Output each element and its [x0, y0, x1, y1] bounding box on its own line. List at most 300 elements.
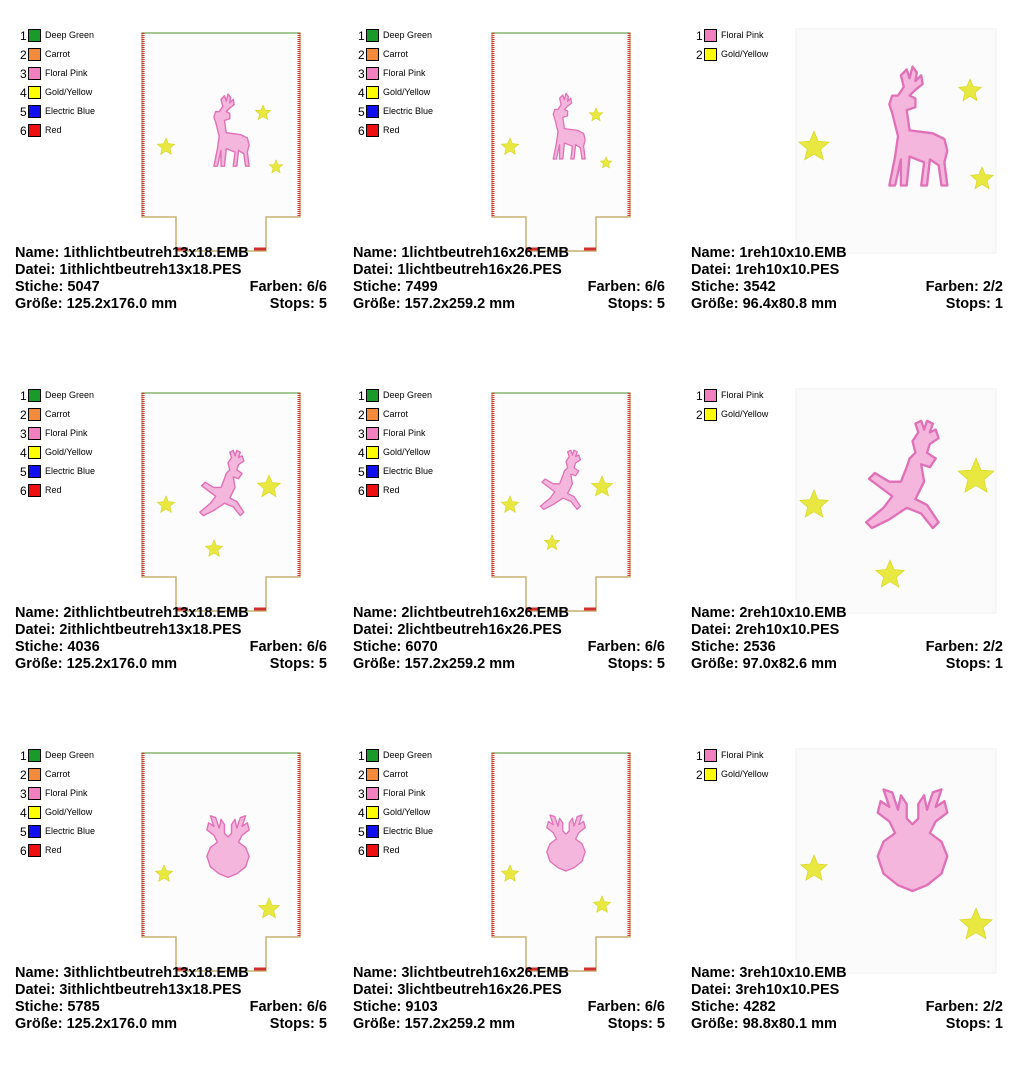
thread-color-item [20, 26, 95, 45]
stops-label: Stops: [269, 1016, 315, 1032]
thread-color-item [20, 64, 95, 83]
color-count: 2/2 [982, 639, 1003, 655]
size-label: Größe: [691, 296, 739, 312]
thread-name: Red [45, 125, 62, 135]
thread-swatch [704, 48, 717, 61]
design-size: 157.2x259.2 mm [404, 296, 516, 312]
thread-number: 5 [20, 104, 27, 119]
info-line [15, 296, 327, 313]
thread-name: Red [45, 845, 62, 855]
thread-number: 6 [20, 123, 27, 138]
thread-swatch [366, 67, 379, 80]
thread-number: 4 [20, 85, 27, 100]
thread-swatch [366, 825, 379, 838]
thread-color-item [358, 765, 433, 784]
color-count: 6/6 [306, 639, 327, 655]
info-right [946, 656, 1003, 673]
stop-count: 5 [656, 296, 665, 312]
info-line [15, 605, 327, 622]
name-label: Name: [353, 605, 398, 621]
thread-number: 3 [358, 426, 365, 441]
info-line [353, 296, 665, 313]
info-line [15, 1016, 327, 1033]
thread-number: 6 [358, 843, 365, 858]
info-right [250, 279, 327, 296]
file-name: 2reh10x10.PES [735, 622, 840, 638]
info-line [15, 656, 327, 673]
thread-name: Floral Pink [45, 788, 88, 798]
thread-name: Floral Pink [45, 68, 88, 78]
thread-swatch [704, 408, 717, 421]
embroidery-preview [486, 25, 636, 257]
colors-label: Farben: [249, 999, 303, 1015]
thread-swatch [366, 844, 379, 857]
thread-name: Floral Pink [383, 428, 426, 438]
stitch-count: 2536 [743, 639, 776, 655]
design-size: 125.2x176.0 mm [66, 1016, 178, 1032]
stop-count: 5 [656, 656, 665, 672]
design-info [15, 245, 327, 313]
design-card [676, 0, 1014, 360]
design-name: 1ithlichtbeutreh13x18.EMB [63, 245, 249, 261]
design-info [353, 245, 665, 313]
size-label: Größe: [15, 1016, 63, 1032]
stitches-label: Stiche: [15, 639, 64, 655]
thread-swatch [366, 105, 379, 118]
thread-name: Gold/Yellow [383, 807, 431, 817]
stitch-count: 7499 [405, 279, 438, 295]
name-label: Name: [691, 245, 736, 261]
thread-color-list [358, 386, 433, 500]
file-name: 3lichtbeutreh16x26.PES [397, 982, 562, 998]
info-line [691, 605, 1003, 622]
stop-count: 5 [656, 1016, 665, 1032]
thread-color-item [358, 386, 433, 405]
thread-swatch [366, 124, 379, 137]
thread-color-item [696, 386, 768, 405]
thread-color-item [20, 822, 95, 841]
stitches-label: Stiche: [353, 639, 402, 655]
thread-color-list [20, 746, 95, 860]
thread-swatch [28, 806, 41, 819]
thread-swatch [366, 408, 379, 421]
info-line [691, 296, 1003, 313]
thread-number: 2 [358, 407, 365, 422]
thread-number: 3 [20, 426, 27, 441]
colors-label: Farben: [925, 279, 979, 295]
thread-swatch [28, 749, 41, 762]
info-line [353, 262, 665, 279]
design-name: 1lichtbeutreh16x26.EMB [401, 245, 569, 261]
color-count: 2/2 [982, 279, 1003, 295]
thread-color-list [358, 26, 433, 140]
info-line [691, 245, 1003, 262]
thread-swatch [366, 427, 379, 440]
thread-name: Electric Blue [383, 826, 434, 836]
colors-label: Farben: [249, 279, 303, 295]
thread-color-item [358, 746, 433, 765]
thread-color-item [20, 803, 95, 822]
thread-number: 2 [696, 407, 703, 422]
thread-number: 3 [358, 786, 365, 801]
thread-color-list [358, 746, 433, 860]
thread-name: Electric Blue [45, 466, 96, 476]
info-right [608, 1016, 665, 1033]
thread-number: 1 [20, 388, 27, 403]
info-right [270, 1016, 327, 1033]
thread-number: 2 [696, 767, 703, 782]
file-label: Datei: [691, 262, 732, 278]
design-info [691, 965, 1003, 1033]
thread-color-item [358, 481, 433, 500]
info-line [15, 245, 327, 262]
info-line [691, 1016, 1003, 1033]
design-size: 97.0x82.6 mm [742, 656, 837, 672]
stop-count: 5 [318, 656, 327, 672]
thread-name: Red [383, 845, 400, 855]
info-right [608, 656, 665, 673]
thread-name: Gold/Yellow [45, 87, 93, 97]
design-name: 2lichtbeutreh16x26.EMB [401, 605, 569, 621]
thread-swatch [28, 408, 41, 421]
thread-color-item [20, 784, 95, 803]
design-name: 3ithlichtbeutreh13x18.EMB [63, 965, 249, 981]
design-size: 125.2x176.0 mm [66, 296, 178, 312]
thread-name: Floral Pink [45, 428, 88, 438]
color-count: 2/2 [982, 999, 1003, 1015]
thread-color-item [358, 462, 433, 481]
thread-number: 3 [20, 66, 27, 81]
info-right [270, 656, 327, 673]
file-name: 3ithlichtbeutreh13x18.PES [59, 982, 242, 998]
stops-label: Stops: [269, 296, 315, 312]
thread-swatch [28, 825, 41, 838]
thread-name: Gold/Yellow [45, 807, 93, 817]
file-label: Datei: [353, 622, 394, 638]
thread-swatch [366, 484, 379, 497]
stop-count: 1 [994, 1016, 1003, 1032]
stitches-label: Stiche: [691, 639, 740, 655]
size-label: Größe: [15, 296, 63, 312]
file-label: Datei: [15, 262, 56, 278]
thread-color-item [20, 405, 95, 424]
stitch-count: 5785 [67, 999, 100, 1015]
thread-swatch [28, 48, 41, 61]
thread-name: Carrot [383, 769, 409, 779]
thread-swatch [366, 787, 379, 800]
name-label: Name: [691, 605, 736, 621]
file-label: Datei: [15, 622, 56, 638]
colors-label: Farben: [587, 279, 641, 295]
info-line [353, 999, 665, 1016]
thread-color-item [20, 443, 95, 462]
info-line [691, 262, 1003, 279]
info-line [15, 262, 327, 279]
embroidery-preview [486, 385, 636, 617]
file-label: Datei: [691, 982, 732, 998]
thread-color-item [20, 102, 95, 121]
design-info [691, 605, 1003, 673]
stops-label: Stops: [607, 296, 653, 312]
thread-color-item [358, 405, 433, 424]
thread-name: Floral Pink [383, 788, 426, 798]
stitch-count: 5047 [67, 279, 100, 295]
stitches-label: Stiche: [353, 279, 402, 295]
embroidery-preview [790, 385, 1002, 617]
thread-color-item [20, 386, 95, 405]
info-right [588, 639, 665, 656]
info-right [588, 999, 665, 1016]
info-line [353, 622, 665, 639]
thread-color-item [20, 841, 95, 860]
thread-color-item [20, 424, 95, 443]
file-label: Datei: [15, 982, 56, 998]
stops-label: Stops: [945, 296, 991, 312]
stitch-count: 3542 [743, 279, 776, 295]
design-name: 1reh10x10.EMB [739, 245, 847, 261]
thread-number: 3 [20, 786, 27, 801]
design-card [338, 0, 676, 360]
name-label: Name: [15, 605, 60, 621]
thread-name: Floral Pink [721, 30, 764, 40]
thread-swatch [366, 446, 379, 459]
thread-swatch [28, 427, 41, 440]
info-right [588, 279, 665, 296]
info-line [353, 982, 665, 999]
thread-number: 1 [20, 28, 27, 43]
design-info [353, 965, 665, 1033]
thread-name: Carrot [383, 49, 409, 59]
thread-name: Red [383, 485, 400, 495]
name-label: Name: [353, 245, 398, 261]
thread-color-item [358, 26, 433, 45]
design-card [676, 720, 1014, 1080]
embroidery-preview [136, 25, 306, 257]
info-right [946, 1016, 1003, 1033]
thread-number: 1 [696, 388, 703, 403]
stops-label: Stops: [945, 1016, 991, 1032]
thread-number: 2 [696, 47, 703, 62]
stitch-count: 9103 [405, 999, 438, 1015]
color-count: 6/6 [306, 999, 327, 1015]
thread-color-item [358, 64, 433, 83]
thread-number: 1 [358, 748, 365, 763]
thread-number: 5 [358, 464, 365, 479]
thread-swatch [28, 67, 41, 80]
thread-number: 6 [20, 483, 27, 498]
info-line [353, 639, 665, 656]
thread-swatch [366, 749, 379, 762]
thread-number: 4 [20, 805, 27, 820]
info-line [691, 279, 1003, 296]
file-name: 1lichtbeutreh16x26.PES [397, 262, 562, 278]
info-line [691, 982, 1003, 999]
info-line [691, 965, 1003, 982]
thread-swatch [28, 29, 41, 42]
thread-number: 2 [20, 47, 27, 62]
info-right [250, 999, 327, 1016]
thread-name: Deep Green [383, 750, 433, 760]
thread-color-item [20, 746, 95, 765]
thread-swatch [366, 86, 379, 99]
thread-name: Deep Green [45, 390, 95, 400]
thread-color-item [20, 45, 95, 64]
embroidery-preview [136, 745, 306, 977]
stops-label: Stops: [607, 1016, 653, 1032]
info-line [353, 656, 665, 673]
design-size: 157.2x259.2 mm [404, 1016, 516, 1032]
thread-color-list [20, 386, 95, 500]
file-label: Datei: [353, 262, 394, 278]
thread-name: Deep Green [45, 750, 95, 760]
thread-number: 6 [358, 483, 365, 498]
thread-number: 2 [20, 407, 27, 422]
size-label: Größe: [353, 296, 401, 312]
name-label: Name: [15, 245, 60, 261]
thread-color-list [20, 26, 95, 140]
thread-number: 1 [696, 28, 703, 43]
file-label: Datei: [691, 622, 732, 638]
thread-color-item [358, 784, 433, 803]
hoop-area [796, 29, 996, 253]
embroidery-preview [790, 745, 1002, 977]
file-name: 2lichtbeutreh16x26.PES [397, 622, 562, 638]
thread-name: Red [45, 485, 62, 495]
thread-name: Floral Pink [383, 68, 426, 78]
thread-swatch [28, 446, 41, 459]
stitches-label: Stiche: [691, 999, 740, 1015]
colors-label: Farben: [587, 999, 641, 1015]
thread-name: Gold/Yellow [45, 447, 93, 457]
thread-color-item [20, 765, 95, 784]
info-line [353, 279, 665, 296]
design-size: 125.2x176.0 mm [66, 656, 178, 672]
name-label: Name: [15, 965, 60, 981]
thread-name: Carrot [45, 769, 71, 779]
name-label: Name: [353, 965, 398, 981]
design-card [0, 720, 338, 1080]
info-line [353, 965, 665, 982]
thread-number: 1 [20, 748, 27, 763]
thread-color-item [696, 26, 768, 45]
thread-swatch [366, 389, 379, 402]
info-line [353, 605, 665, 622]
stop-count: 1 [994, 296, 1003, 312]
stitch-count: 6070 [405, 639, 438, 655]
stops-label: Stops: [607, 656, 653, 672]
info-line [15, 622, 327, 639]
stitches-label: Stiche: [15, 999, 64, 1015]
info-right [270, 296, 327, 313]
thread-name: Gold/Yellow [721, 49, 769, 59]
thread-name: Gold/Yellow [721, 769, 769, 779]
thread-swatch [366, 768, 379, 781]
color-count: 6/6 [644, 999, 665, 1015]
thread-color-item [358, 803, 433, 822]
thread-name: Electric Blue [383, 106, 434, 116]
thread-color-item [696, 746, 768, 765]
design-card [676, 360, 1014, 720]
design-info [15, 605, 327, 673]
thread-number: 1 [696, 748, 703, 763]
stitch-count: 4282 [743, 999, 776, 1015]
thread-number: 6 [358, 123, 365, 138]
stitch-count: 4036 [67, 639, 100, 655]
thread-number: 5 [20, 824, 27, 839]
thread-number: 1 [358, 28, 365, 43]
size-label: Größe: [353, 1016, 401, 1032]
thread-number: 5 [358, 104, 365, 119]
stop-count: 1 [994, 656, 1003, 672]
color-count: 6/6 [644, 279, 665, 295]
design-size: 96.4x80.8 mm [742, 296, 837, 312]
embroidery-preview [486, 745, 636, 977]
info-right [926, 639, 1003, 656]
thread-number: 2 [20, 767, 27, 782]
file-name: 3reh10x10.PES [735, 982, 840, 998]
thread-swatch [366, 29, 379, 42]
thread-swatch [366, 48, 379, 61]
color-count: 6/6 [644, 639, 665, 655]
size-label: Größe: [691, 656, 739, 672]
thread-name: Gold/Yellow [383, 447, 431, 457]
thread-color-item [20, 481, 95, 500]
embroidery-preview [136, 385, 306, 617]
thread-swatch [704, 29, 717, 42]
thread-swatch [28, 124, 41, 137]
thread-color-list [696, 386, 768, 424]
thread-number: 5 [358, 824, 365, 839]
thread-number: 4 [20, 445, 27, 460]
info-right [926, 999, 1003, 1016]
design-name: 3lichtbeutreh16x26.EMB [401, 965, 569, 981]
file-name: 2ithlichtbeutreh13x18.PES [59, 622, 242, 638]
design-name: 2ithlichtbeutreh13x18.EMB [63, 605, 249, 621]
thread-color-item [358, 822, 433, 841]
thread-number: 3 [358, 66, 365, 81]
thread-color-list [696, 26, 768, 64]
thread-name: Floral Pink [721, 390, 764, 400]
design-info [353, 605, 665, 673]
stops-label: Stops: [945, 656, 991, 672]
thread-swatch [28, 86, 41, 99]
thread-name: Deep Green [45, 30, 95, 40]
stops-label: Stops: [269, 656, 315, 672]
info-right [608, 296, 665, 313]
info-line [691, 656, 1003, 673]
thread-name: Electric Blue [383, 466, 434, 476]
size-label: Größe: [15, 656, 63, 672]
thread-swatch [366, 465, 379, 478]
thread-swatch [28, 389, 41, 402]
size-label: Größe: [353, 656, 401, 672]
thread-color-item [20, 121, 95, 140]
stop-count: 5 [318, 1016, 327, 1032]
thread-color-item [696, 765, 768, 784]
thread-name: Floral Pink [721, 750, 764, 760]
design-card [0, 360, 338, 720]
thread-color-list [696, 746, 768, 784]
thread-color-item [358, 121, 433, 140]
thread-name: Gold/Yellow [383, 87, 431, 97]
embroidery-preview [790, 25, 1002, 257]
thread-number: 2 [358, 767, 365, 782]
thread-color-item [20, 462, 95, 481]
thread-swatch [28, 787, 41, 800]
thread-name: Deep Green [383, 390, 433, 400]
file-name: 1reh10x10.PES [735, 262, 840, 278]
info-line [15, 279, 327, 296]
